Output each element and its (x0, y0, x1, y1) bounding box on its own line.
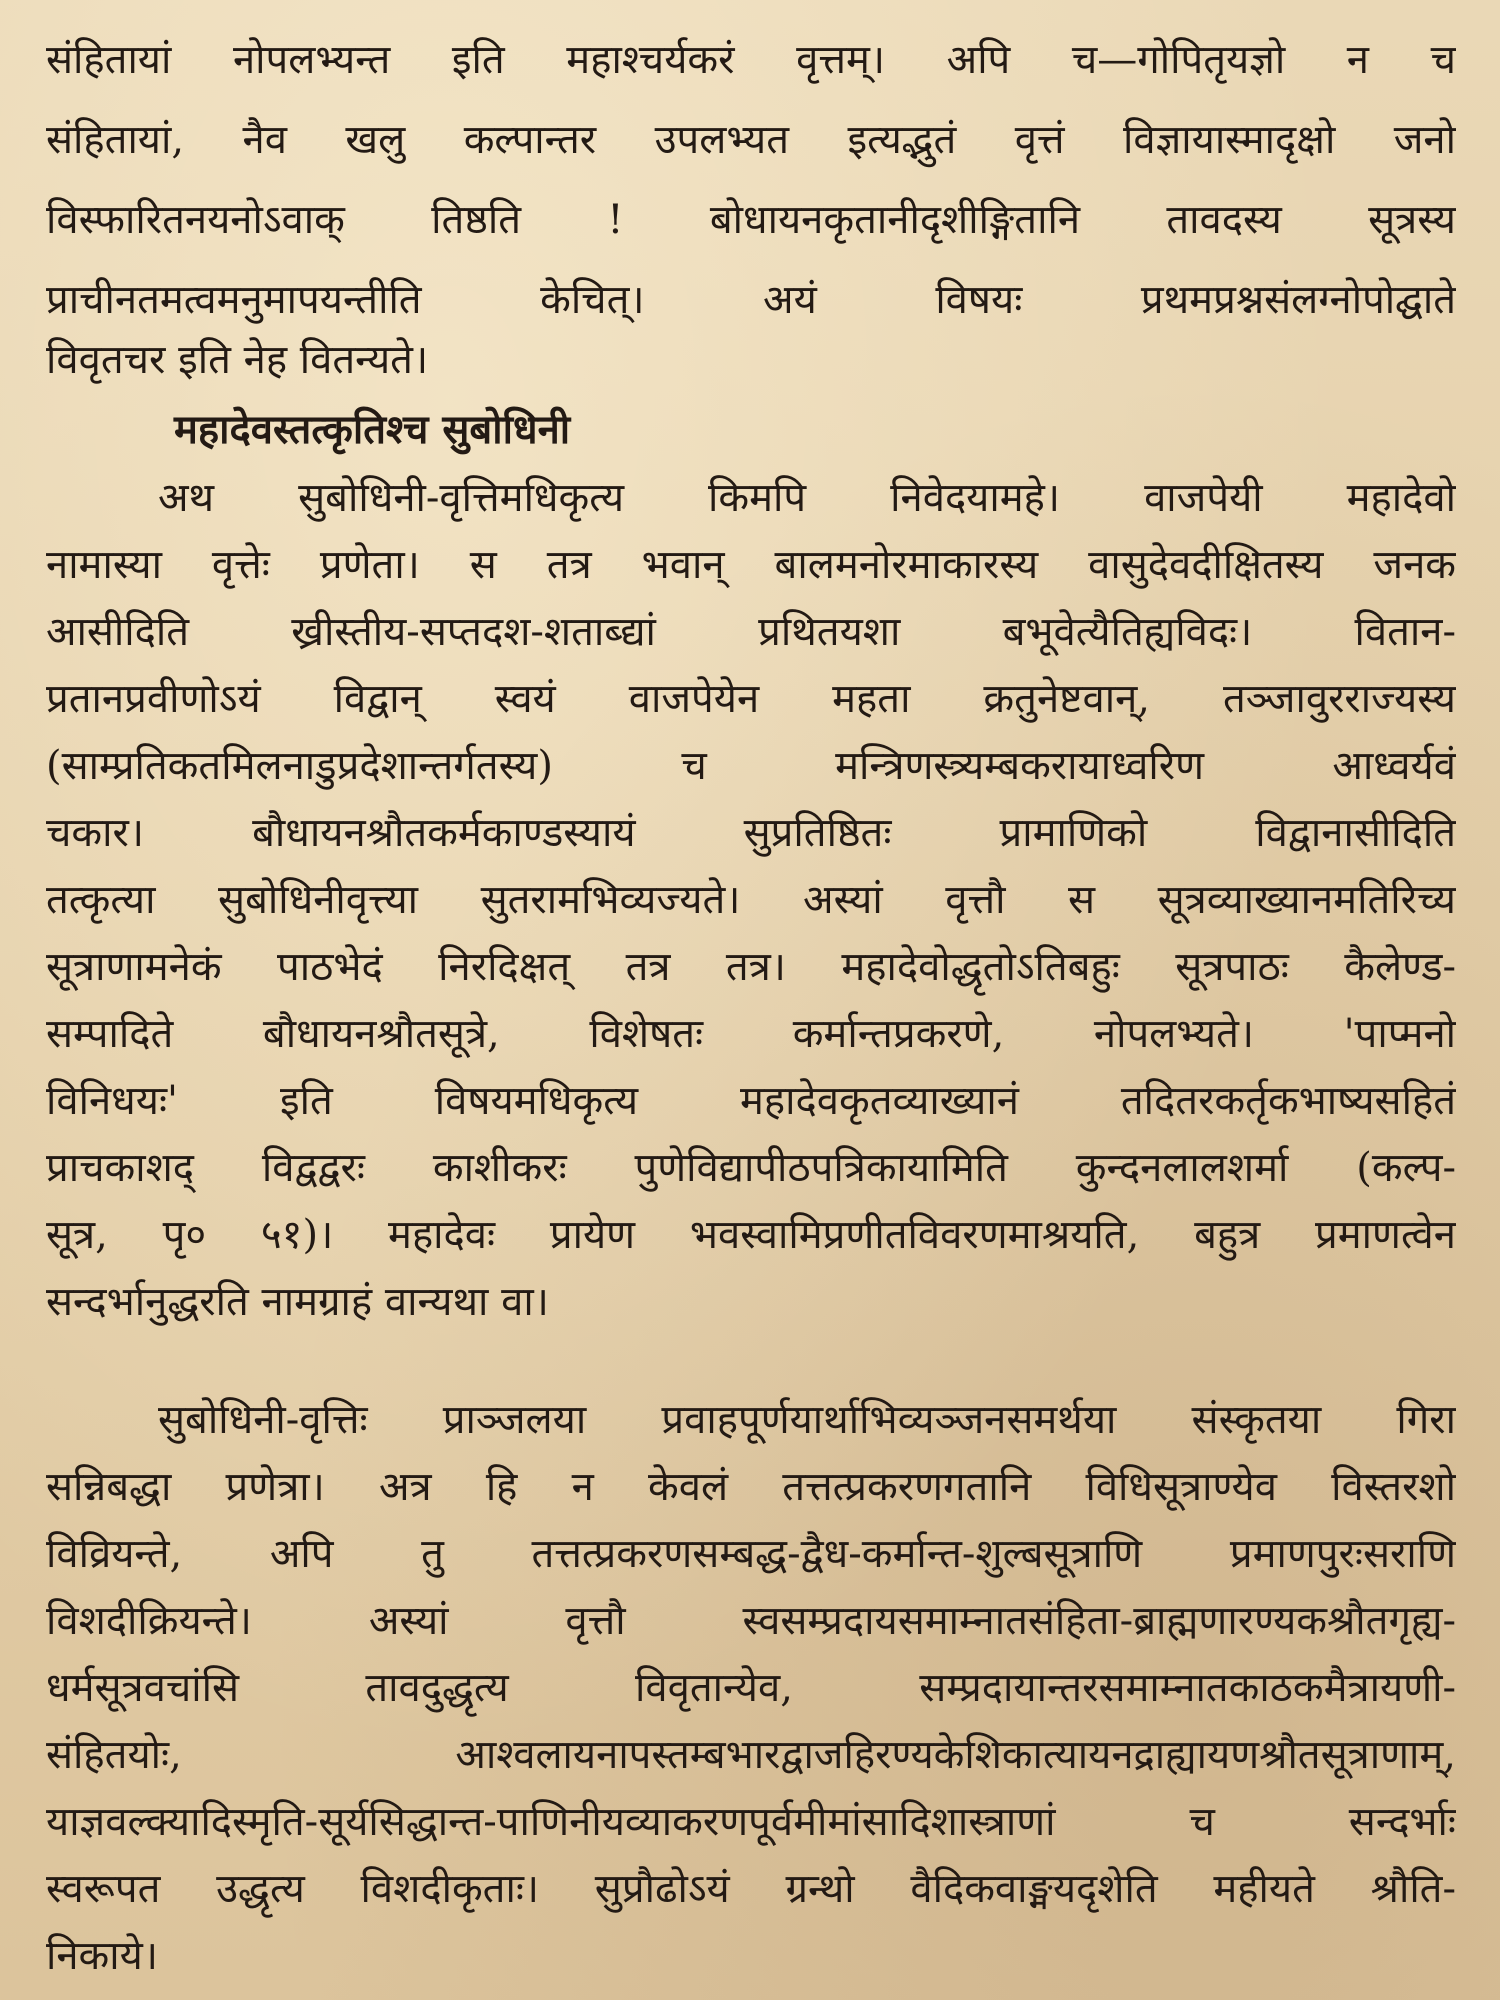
text-line: सम्पादिते बौधायनश्रौतसूत्रे, विशेषतः कर्मान्तप्रकरणे, नोपलभ्यते। 'पाप्मनो (46, 1011, 1456, 1057)
text-line: निकाये। (46, 1933, 158, 1979)
section-heading: महादेवस्तत्कृतिश्च सुबोधिनी (174, 406, 571, 453)
text-line: संहितायां नोपलभ्यन्त इति महाश्चर्यकरं वृत्तम्। अपि च—गोपितृयज्ञो न च (46, 37, 1456, 83)
text-line: प्राचीनतमत्वमनुमापयन्तीति केचित्। अयं विषयः प्रथमप्रश्नसंलग्नोपोद्घाते (46, 277, 1456, 323)
text-line: स्वरूपत उद्धृत्य विशदीकृताः। सुप्रौढोऽयं ग्रन्थो वैदिकवाङ्मयदृशेति महीयते श्रौति- (46, 1866, 1456, 1912)
text-line: विशदीक्रियन्ते। अस्यां वृत्तौ स्वसम्प्रदायसमाम्नातसंहिता-ब्राह्मणारण्यकश्रौतगृह्य- (46, 1598, 1456, 1644)
text-line: संहितायां, नैव खलु कल्पान्तर उपलभ्यत इत्यद्भुतं वृत्तं विज्ञायास्मादृक्षो जनो (46, 117, 1456, 163)
text-line: याज्ञवल्क्यादिस्मृति-सूर्यसिद्धान्त-पाणिनीयव्याकरणपूर्वमीमांसादिशास्त्राणां च सन्दर्भाः (46, 1799, 1456, 1845)
text-line: विव्रियन्ते, अपि तु तत्तत्प्रकरणसम्बद्ध-द्वैध-कर्मान्त-शुल्बसूत्राणि प्रमाणपुरःसराणि (46, 1531, 1456, 1577)
text-line: विवृतचर इति नेह वितन्यते। (46, 337, 429, 383)
text-line: चकार। बौधायनश्रौतकर्मकाण्डस्यायं सुप्रतिष्ठितः प्रामाणिको विद्वानासीदिति (46, 810, 1456, 856)
text-line: तत्कृत्या सुबोधिनीवृत्त्या सुतरामभिव्यज्यते। अस्यां वृत्तौ स सूत्रव्याख्यानमतिरिच्य (46, 877, 1456, 923)
text-line: सन्दर्भानुद्धरति नामग्राहं वान्यथा वा। (46, 1279, 549, 1325)
text-line: अथ सुबोधिनी-वृत्तिमधिकृत्य किमपि निवेदयामहे। वाजपेयी महादेवो (158, 475, 1456, 521)
text-line: (साम्प्रतिकतमिलनाडुप्रदेशान्तर्गतस्य) च मन्त्रिणस्त्र्यम्बकरायाध्वरिण आध्वर्यवं (46, 743, 1456, 789)
text-line: विस्फारितनयनोऽवाक् तिष्ठति ! बोधायनकृतानीदृशीङ्गितानि तावदस्य सूत्रस्य (46, 197, 1456, 243)
text-line: आसीदिति ख्रीस्तीय-सप्तदश-शताब्द्यां प्रथितयशा बभूवेत्यैतिह्यविदः। वितान- (46, 609, 1456, 655)
text-line: प्राचकाशद् विद्वद्वरः काशीकरः पुणेविद्यापीठपत्रिकायामिति कुन्दनलालशर्मा (कल्प- (46, 1145, 1456, 1191)
text-line: सुबोधिनी-वृत्तिः प्राञ्जलया प्रवाहपूर्णयार्थाभिव्यञ्जनसमर्थया संस्कृतया गिरा (158, 1397, 1456, 1443)
text-line: सन्निबद्धा प्रणेत्रा। अत्र हि न केवलं तत्तत्प्रकरणगतानि विधिसूत्राण्येव विस्तरशो (46, 1464, 1456, 1510)
text-line: विनिधयः' इति विषयमधिकृत्य महादेवकृतव्याख्यानं तदितरकर्तृकभाष्यसहितं (46, 1078, 1456, 1124)
text-line: संहितयोः, आश्वलायनापस्तम्बभारद्वाजहिरण्यकेशिकात्यायनद्राह्यायणश्रौतसूत्राणाम्, (46, 1732, 1456, 1778)
text-line: नामास्या वृत्तेः प्रणेता। स तत्र भवान् बालमनोरमाकारस्य वासुदेवदीक्षितस्य जनक (46, 542, 1456, 588)
text-line: सूत्र, पृ० ५१)। महादेवः प्रायेण भवस्वामिप्रणीतविवरणमाश्रयति, बहुत्र प्रमाणत्वेन (46, 1212, 1456, 1258)
text-line: प्रतानप्रवीणोऽयं विद्वान् स्वयं वाजपेयेन महता क्रतुनेष्टवान्, तञ्जावुरराज्यस्य (46, 676, 1456, 722)
text-line: सूत्राणामनेकं पाठभेदं निरदिक्षत् तत्र तत्र। महादेवोद्धृतोऽतिबहुः सूत्रपाठः कैलेण्ड- (46, 944, 1456, 990)
text-line: धर्मसूत्रवचांसि तावदुद्धृत्य विवृतान्येव, सम्प्रदायान्तरसमाम्नातकाठकमैत्रायणी- (46, 1665, 1456, 1711)
